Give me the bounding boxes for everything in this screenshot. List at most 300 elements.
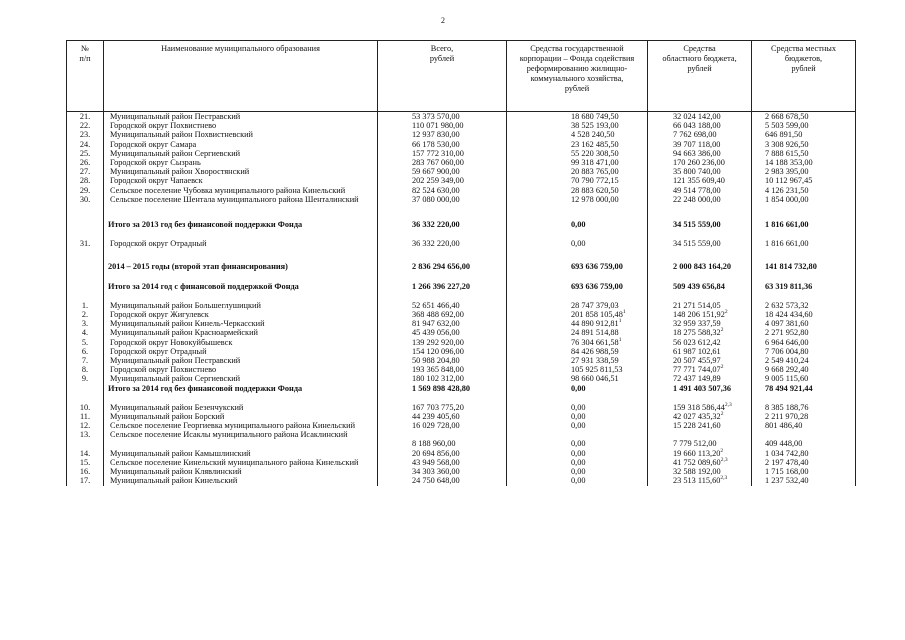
cell-total-value: 2 836 294 656,00 [412, 262, 471, 272]
cell-local-value: 2 197 478,40 [765, 457, 809, 467]
cell-regional [648, 112, 752, 122]
cell-number [67, 356, 104, 365]
footnote-marker: 2,3 [720, 475, 728, 482]
cell-total [378, 262, 507, 271]
cell-number [67, 186, 104, 195]
cell-number [67, 167, 104, 176]
cell-number [67, 476, 104, 485]
footnote-marker: 2 [724, 309, 728, 316]
cell-number-value: 6. [81, 346, 89, 356]
cell-local [752, 403, 856, 412]
cell-fund-value: 98 660 046,51 [571, 374, 619, 384]
table-row [67, 149, 856, 158]
cell-number-value: 24. [79, 139, 91, 149]
cell-total-value: 1 569 898 428,80 [412, 383, 471, 393]
cell-total [378, 282, 507, 291]
cell-fund [507, 421, 648, 430]
footnote-marker: 2 [720, 327, 724, 334]
cell-total-value: 52 651 466,40 [412, 300, 460, 310]
cell-fund [507, 476, 648, 485]
cell-local-value: 1 816 661,00 [765, 220, 809, 230]
cell-local [752, 467, 856, 476]
cell-fund-value: 12 978 000,00 [571, 194, 619, 204]
cell-local-value: 1 237 532,40 [765, 476, 809, 486]
cell-fund-value: 0,00 [571, 402, 586, 412]
spacer-row [67, 393, 856, 403]
cell-regional [648, 384, 752, 393]
spacer-cell [648, 206, 752, 220]
cell-number [67, 149, 104, 158]
spacer-cell [104, 291, 378, 301]
cell-local-value: 4 126 231,50 [765, 185, 809, 195]
cell-number [67, 412, 104, 421]
cell-local [752, 167, 856, 176]
table-row [67, 158, 856, 167]
spacer-cell [67, 206, 104, 220]
cell-name [104, 412, 378, 421]
cell-local-value: 1 034 742,80 [765, 448, 809, 458]
cell-local [752, 130, 856, 139]
cell-local [752, 112, 856, 122]
cell-regional-value: 2 000 843 164,20 [673, 262, 732, 272]
funding-table-wrapper [66, 40, 855, 486]
cell-total [378, 476, 507, 485]
cell-number [67, 220, 104, 229]
cell-local-value: 2 271 952,80 [765, 328, 809, 338]
cell-fund [507, 374, 648, 383]
cell-number [67, 384, 104, 393]
cell-fund [507, 121, 648, 130]
cell-regional-value: 34 515 559,00 [673, 220, 721, 230]
table-row [67, 140, 856, 149]
spacer-cell [752, 248, 856, 262]
table-header [67, 41, 856, 112]
cell-fund-value: 0,00 [571, 476, 586, 486]
cell-number-value: 17. [79, 476, 91, 486]
cell-local [752, 430, 856, 448]
cell-local-value: 18 424 434,60 [765, 310, 813, 320]
cell-name-value: Муниципальный район Борский [110, 412, 225, 422]
cell-name [104, 347, 378, 356]
cell-fund-value: 28 747 379,03 [571, 300, 619, 310]
table-row [67, 186, 856, 195]
spacer-cell [378, 229, 507, 239]
cell-name [104, 374, 378, 383]
footnote-marker: 2 [720, 411, 724, 418]
cell-number [67, 319, 104, 328]
cell-local [752, 282, 856, 291]
cell-number [67, 449, 104, 458]
spacer-cell [378, 393, 507, 403]
cell-number-value: 3. [81, 319, 89, 329]
spacer-cell [378, 206, 507, 220]
table-row [67, 319, 856, 328]
spacer-cell [104, 393, 378, 403]
cell-name-value: Муниципальный район Кинельский [110, 476, 238, 486]
cell-regional-value: 77 771 744,07 [673, 365, 721, 375]
spacer-cell [104, 248, 378, 262]
cell-local [752, 149, 856, 158]
cell-regional [648, 347, 752, 356]
cell-fund-value: 0,00 [571, 467, 586, 477]
cell-local-value: 2 632 573,32 [765, 300, 809, 310]
cell-regional [648, 167, 752, 176]
spacer-cell [67, 229, 104, 239]
spacer-cell [648, 272, 752, 282]
cell-name [104, 186, 378, 195]
cell-regional [648, 121, 752, 130]
cell-number [67, 458, 104, 467]
header-col-fund: Средства государственной корпорации – Фонда содействия реформированию жилищно- коммунального хозяйства, рублей [507, 41, 648, 112]
cell-number [67, 403, 104, 412]
cell-fund [507, 338, 648, 347]
spacer-cell [648, 229, 752, 239]
cell-fund [507, 158, 648, 167]
spacer-row [67, 229, 856, 239]
cell-name-value: Сельское поселение Георгиевка муниципального района Кинельский [110, 421, 356, 431]
cell-regional [648, 186, 752, 195]
cell-fund [507, 140, 648, 149]
cell-fund [507, 149, 648, 158]
cell-total-value: 50 988 204,80 [412, 356, 460, 366]
cell-number-value: 16. [79, 467, 91, 477]
cell-regional-value: 18 275 588,32 [673, 328, 721, 338]
cell-regional [648, 220, 752, 229]
cell-number [67, 112, 104, 122]
cell-number [67, 130, 104, 139]
cell-name-value: Муниципальный район Безенчукский [110, 402, 244, 412]
cell-name-value: Муниципальный район Сергиевский [110, 374, 241, 384]
cell-total [378, 430, 507, 448]
cell-fund [507, 430, 648, 448]
cell-regional [648, 310, 752, 319]
cell-number [67, 338, 104, 347]
spacer-cell [378, 272, 507, 282]
spacer-cell [752, 393, 856, 403]
cell-number [67, 430, 104, 448]
funding-table [66, 40, 856, 486]
cell-total-value: 82 524 630,00 [412, 185, 460, 195]
cell-regional-value: 32 959 337,59 [673, 319, 721, 329]
cell-total [378, 384, 507, 393]
cell-local-value: 409 448,00 [765, 439, 803, 449]
cell-regional [648, 149, 752, 158]
spacer-cell [507, 393, 648, 403]
cell-local [752, 301, 856, 310]
cell-number [67, 176, 104, 185]
cell-regional-value: 32 024 142,00 [673, 112, 721, 121]
cell-name [104, 421, 378, 430]
cell-total-value: 193 365 848,00 [412, 365, 464, 375]
cell-fund-value: 18 680 749,50 [571, 112, 619, 121]
cell-regional [648, 195, 752, 206]
table-row [67, 365, 856, 374]
cell-fund-value: 70 790 772,15 [571, 176, 619, 186]
cell-regional [648, 403, 752, 412]
cell-name [104, 130, 378, 139]
table-row [67, 239, 856, 248]
cell-total [378, 186, 507, 195]
cell-regional-value: 20 507 455,97 [673, 356, 721, 366]
cell-number-value: 22. [79, 121, 91, 131]
total-row [67, 282, 856, 291]
cell-fund [507, 319, 648, 328]
cell-local [752, 412, 856, 421]
cell-regional [648, 338, 752, 347]
cell-regional [648, 140, 752, 149]
cell-total [378, 458, 507, 467]
spacer-cell [752, 291, 856, 301]
cell-number [67, 328, 104, 337]
cell-local-value: 7 706 004,80 [765, 346, 809, 356]
cell-fund-value: 0,00 [571, 383, 586, 393]
cell-regional-value: 7 779 512,00 [673, 439, 717, 449]
cell-number-value: 28. [79, 176, 91, 186]
cell-fund-value: 693 636 759,00 [571, 262, 623, 272]
cell-local [752, 220, 856, 229]
cell-regional-value: 170 260 236,00 [673, 158, 725, 168]
cell-name [104, 239, 378, 248]
cell-fund [507, 195, 648, 206]
cell-regional [648, 262, 752, 271]
cell-fund [507, 176, 648, 185]
cell-local [752, 186, 856, 195]
cell-regional [648, 412, 752, 421]
cell-total-value: 24 750 648,00 [412, 476, 460, 486]
cell-name [104, 220, 378, 229]
cell-number [67, 421, 104, 430]
cell-name-value: Муниципальный район Красноармейский [110, 328, 258, 338]
cell-fund [507, 167, 648, 176]
cell-name-value: Муниципальный район Хворостянский [110, 167, 250, 177]
cell-local-value: 2 211 970,28 [765, 412, 809, 422]
cell-fund [507, 458, 648, 467]
cell-local-value: 63 319 811,36 [765, 281, 813, 291]
spacer-cell [648, 248, 752, 262]
cell-regional [648, 158, 752, 167]
cell-name-value: Сельское поселение Чубовка муниципального района Кинельский [110, 185, 346, 195]
cell-total-value: 37 080 000,00 [412, 194, 460, 204]
header-col-name: Наименование муниципального образования [104, 41, 378, 112]
cell-total-value: 154 120 096,00 [412, 346, 464, 356]
cell-fund-value: 0,00 [571, 239, 586, 249]
cell-name-value: Городской округ Похвистнево [110, 121, 217, 131]
cell-regional-value: 41 752 089,60 [673, 457, 721, 467]
cell-fund [507, 467, 648, 476]
cell-name-value: Итого за 2014 год с финансовой поддержкой Фонда [108, 281, 299, 291]
cell-local [752, 338, 856, 347]
spacer-cell [752, 206, 856, 220]
cell-fund [507, 220, 648, 229]
cell-number-value: 21. [79, 112, 91, 121]
cell-total [378, 195, 507, 206]
cell-total-value: 202 259 349,00 [412, 176, 464, 186]
cell-fund-value: 4 528 240,50 [571, 130, 615, 140]
cell-total [378, 130, 507, 139]
cell-number-value: 11. [79, 412, 91, 422]
cell-name-value: Сельское поселение Кинельский муниципального района Кинельский [110, 457, 359, 467]
footnote-marker: 2 [720, 364, 724, 371]
cell-regional-value: 509 439 656,84 [673, 281, 725, 291]
cell-fund [507, 356, 648, 365]
cell-total-value: 16 029 728,00 [412, 421, 460, 431]
cell-number-value: 1. [81, 300, 89, 310]
cell-name [104, 310, 378, 319]
cell-number-value: 8. [81, 365, 89, 375]
cell-name [104, 356, 378, 365]
cell-fund [507, 412, 648, 421]
table-row [67, 310, 856, 319]
cell-regional-value: 19 660 113,20 [673, 448, 721, 458]
cell-total [378, 421, 507, 430]
cell-name [104, 301, 378, 310]
cell-name-value: Городской округ Сызрань [110, 158, 201, 168]
cell-local [752, 449, 856, 458]
cell-local-value: 9 668 292,40 [765, 365, 809, 375]
cell-total [378, 347, 507, 356]
cell-regional-value: 121 355 609,40 [673, 176, 725, 186]
cell-local [752, 262, 856, 271]
cell-total-value: 43 949 568,00 [412, 457, 460, 467]
cell-name-value: Муниципальный район Похвистневский [110, 130, 253, 140]
spacer-cell [507, 272, 648, 282]
cell-regional [648, 176, 752, 185]
table-row [67, 458, 856, 467]
cell-name [104, 467, 378, 476]
cell-local-value: 1 816 661,00 [765, 239, 809, 249]
cell-regional [648, 282, 752, 291]
cell-total [378, 158, 507, 167]
cell-total-value: 157 772 310,00 [412, 148, 464, 158]
table-row [67, 356, 856, 365]
cell-number-value: 30. [79, 194, 91, 204]
cell-local [752, 328, 856, 337]
spacer-cell [648, 393, 752, 403]
cell-regional-value: 66 043 188,00 [673, 121, 721, 131]
cell-local-value: 2 983 395,00 [765, 167, 809, 177]
cell-total [378, 328, 507, 337]
cell-total-value: 66 178 530,00 [412, 139, 460, 149]
cell-regional-value: 49 514 778,00 [673, 185, 721, 195]
cell-name-value: Итого за 2014 год без финансовой поддержки Фонда [108, 383, 303, 393]
cell-name-value: Муниципальный район Сергиевский [110, 148, 241, 158]
spacer-cell [507, 206, 648, 220]
table-row [67, 374, 856, 383]
cell-regional-value: 61 987 102,61 [673, 346, 721, 356]
cell-local [752, 347, 856, 356]
cell-fund-value: 38 525 193,00 [571, 121, 619, 131]
cell-total-value: 167 703 775,20 [412, 402, 464, 412]
cell-name [104, 262, 378, 271]
cell-total [378, 167, 507, 176]
cell-name-value: Сельское поселение Шентала муниципального района Шенталинский [110, 194, 359, 204]
cell-number [67, 158, 104, 167]
cell-local-value: 1 854 000,00 [765, 194, 809, 204]
spacer-cell [752, 229, 856, 239]
cell-local [752, 176, 856, 185]
header-col-total: Всего, рублей [378, 41, 507, 112]
cell-number-value: 12. [79, 421, 91, 431]
cell-name-value: Муниципальный район Большеглушицкий [110, 300, 261, 310]
cell-fund-value: 105 925 811,53 [571, 365, 623, 375]
cell-total-value: 36 332 220,00 [412, 239, 460, 249]
cell-name [104, 176, 378, 185]
spacer-cell [507, 229, 648, 239]
cell-fund-value: 0,00 [571, 448, 586, 458]
cell-number [67, 467, 104, 476]
cell-local [752, 195, 856, 206]
cell-total-value: 44 239 405,60 [412, 412, 460, 422]
spacer-cell [104, 229, 378, 239]
table-row [67, 176, 856, 185]
cell-total [378, 239, 507, 248]
cell-total-value: 81 947 632,00 [412, 319, 460, 329]
cell-total [378, 220, 507, 229]
footnote-marker: 1 [618, 318, 622, 325]
cell-total-value: 36 332 220,00 [412, 220, 460, 230]
table-row [67, 112, 856, 122]
cell-name [104, 384, 378, 393]
cell-local-value: 646 891,50 [765, 130, 803, 140]
cell-local-value: 6 964 646,00 [765, 337, 809, 347]
cell-fund-value: 20 883 765,00 [571, 167, 619, 177]
cell-total-value: 8 188 960,00 [412, 439, 456, 449]
cell-fund [507, 112, 648, 122]
cell-total-value: 110 071 980,00 [412, 121, 464, 131]
cell-number [67, 374, 104, 383]
cell-fund-value: 0,00 [571, 457, 586, 467]
cell-total-value: 180 102 312,00 [412, 374, 464, 384]
cell-local [752, 421, 856, 430]
header-col-regional: Средства областного бюджета, рублей [648, 41, 752, 112]
cell-local [752, 239, 856, 248]
cell-total-value: 53 373 570,00 [412, 112, 460, 121]
footnote-marker: 1 [618, 336, 622, 343]
cell-name-value: Городской округ Чапаевск [110, 176, 203, 186]
cell-fund-value: 693 636 759,00 [571, 281, 623, 291]
cell-name [104, 140, 378, 149]
cell-regional [648, 430, 752, 448]
cell-local [752, 476, 856, 485]
cell-regional-value: 42 027 435,32 [673, 412, 721, 422]
cell-regional-value: 22 248 000,00 [673, 194, 721, 204]
cell-total-value: 59 667 900,00 [412, 167, 460, 177]
header-col-local: Средства местных бюджетов, рублей [752, 41, 856, 112]
table-row [67, 195, 856, 206]
cell-fund-value: 99 318 471,00 [571, 158, 619, 168]
cell-local-value: 141 814 732,80 [765, 262, 817, 272]
cell-total [378, 412, 507, 421]
cell-name [104, 149, 378, 158]
cell-number-value: 27. [79, 167, 91, 177]
cell-number [67, 195, 104, 206]
cell-number-value: 31. [79, 239, 91, 249]
cell-fund [507, 130, 648, 139]
cell-regional [648, 356, 752, 365]
cell-fund-value: 27 931 338,59 [571, 356, 619, 366]
cell-total [378, 310, 507, 319]
cell-regional [648, 449, 752, 458]
cell-regional-value: 7 762 698,00 [673, 130, 717, 140]
cell-regional [648, 239, 752, 248]
cell-total [378, 467, 507, 476]
cell-total-value: 283 767 060,00 [412, 158, 464, 168]
cell-fund [507, 239, 648, 248]
cell-number [67, 301, 104, 310]
header-col-number: № п/п [67, 41, 104, 112]
cell-fund [507, 328, 648, 337]
spacer-cell [104, 206, 378, 220]
